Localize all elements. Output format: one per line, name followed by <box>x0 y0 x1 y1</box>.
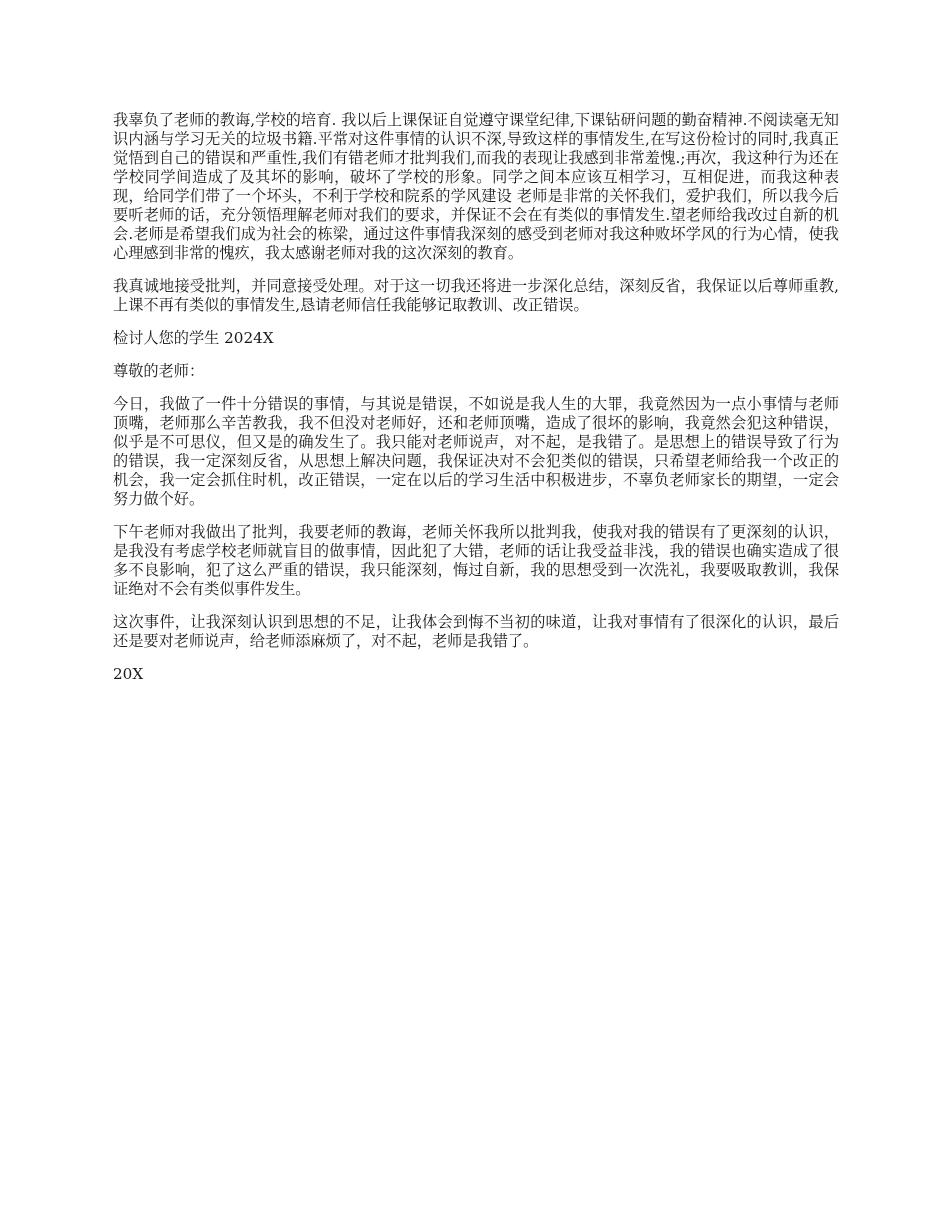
paragraph-apology-5: 这次事件，让我深刻认识到思想的不足，让我体会到悔不当初的味道，让我对事情有了很深化的认识，最后还是要对老师说声，给老师添麻烦了，对不起，老师是我错了。 <box>113 613 839 650</box>
paragraph-apology-3: 今日，我做了一件十分错误的事情，与其说是错误，不如说是我人生的大罪，我竟然因为一点小事情与老师顶嘴，老师那么辛苦教我，我不但没对老师好，还和老师顶嘴，造成了很坏的影响，我竟然会犯这种错误，似乎是不可思仪，但又是的确发生了。我只能对老师说声，对不起，是我错了。是思想上的错误导致了行为的错误，我一定深刻反省，从思想上解决问题，我保证决对不会犯类似的错误，只希望老师给我一个改正的机会，我一定会抓住时机，改正错误，一定在以后的学习生活中积极进步，不辜负老师家长的期望，一定会努力做个好。 <box>113 395 839 508</box>
paragraph-apology-4: 下午老师对我做出了批判，我要老师的教诲，老师关怀我所以批判我，使我对我的错误有了更深刻的认识，是我没有考虑学校老师就盲目的做事情，因此犯了大错，老师的话让我受益非浅，我的错误也确实造成了很多不良影响，犯了这么严重的错误，我只能深刻，悔过自新，我的思想受到一次洗礼，我要吸取教训，我保证绝对不会有类似事件发生。 <box>113 523 839 598</box>
paragraph-apology-2: 我真诚地接受批判，并同意接受处理。对于这一切我还将进一步深化总结，深刻反省，我保证以后尊师重教,上课不再有类似的事情发生,恳请老师信任我能够记取教训、改正错误。 <box>113 277 839 314</box>
salutation: 尊敬的老师： <box>113 362 205 380</box>
document-body <box>113 111 839 698</box>
paragraph-apology-1: 我辜负了老师的教诲,学校的培育. 我以后上课保证自觉遵守课堂纪律,下课钻研问题的勤奋精神.不阅读毫无知识内涵与学习无关的垃圾书籍.平常对这件事情的认识不深,导致这样的事情发生,在写这份检讨的同时,我真正觉悟到自己的错误和严重性,我们有错老师才批判我们,而我的表现让我感到非常羞愧.;再次，我这种行为还在学校同学间造成了及其坏的影响，破坏了学校的形象。同学之间本应该互相学习，互相促进，而我这种表现，给同学们带了一个坏头，不利于学校和院系的学风建设 老师是非常的关怀我们，爱护我们，所以我今后要听老师的话，充分领悟理解老师对我们的要求，并保证不会在有类似的事情发生.望老师给我改过自新的机会.老师是希望我们成为社会的栋梁，通过这件事情我深刻的感受到老师对我这种败坏学风的行为心情，使我心理感到非常的愧疚，我太感谢老师对我的这次深刻的教育。 <box>113 111 839 262</box>
date-line: 20X <box>113 665 144 683</box>
signature-line: 检讨人您的学生 2024X <box>113 329 274 347</box>
